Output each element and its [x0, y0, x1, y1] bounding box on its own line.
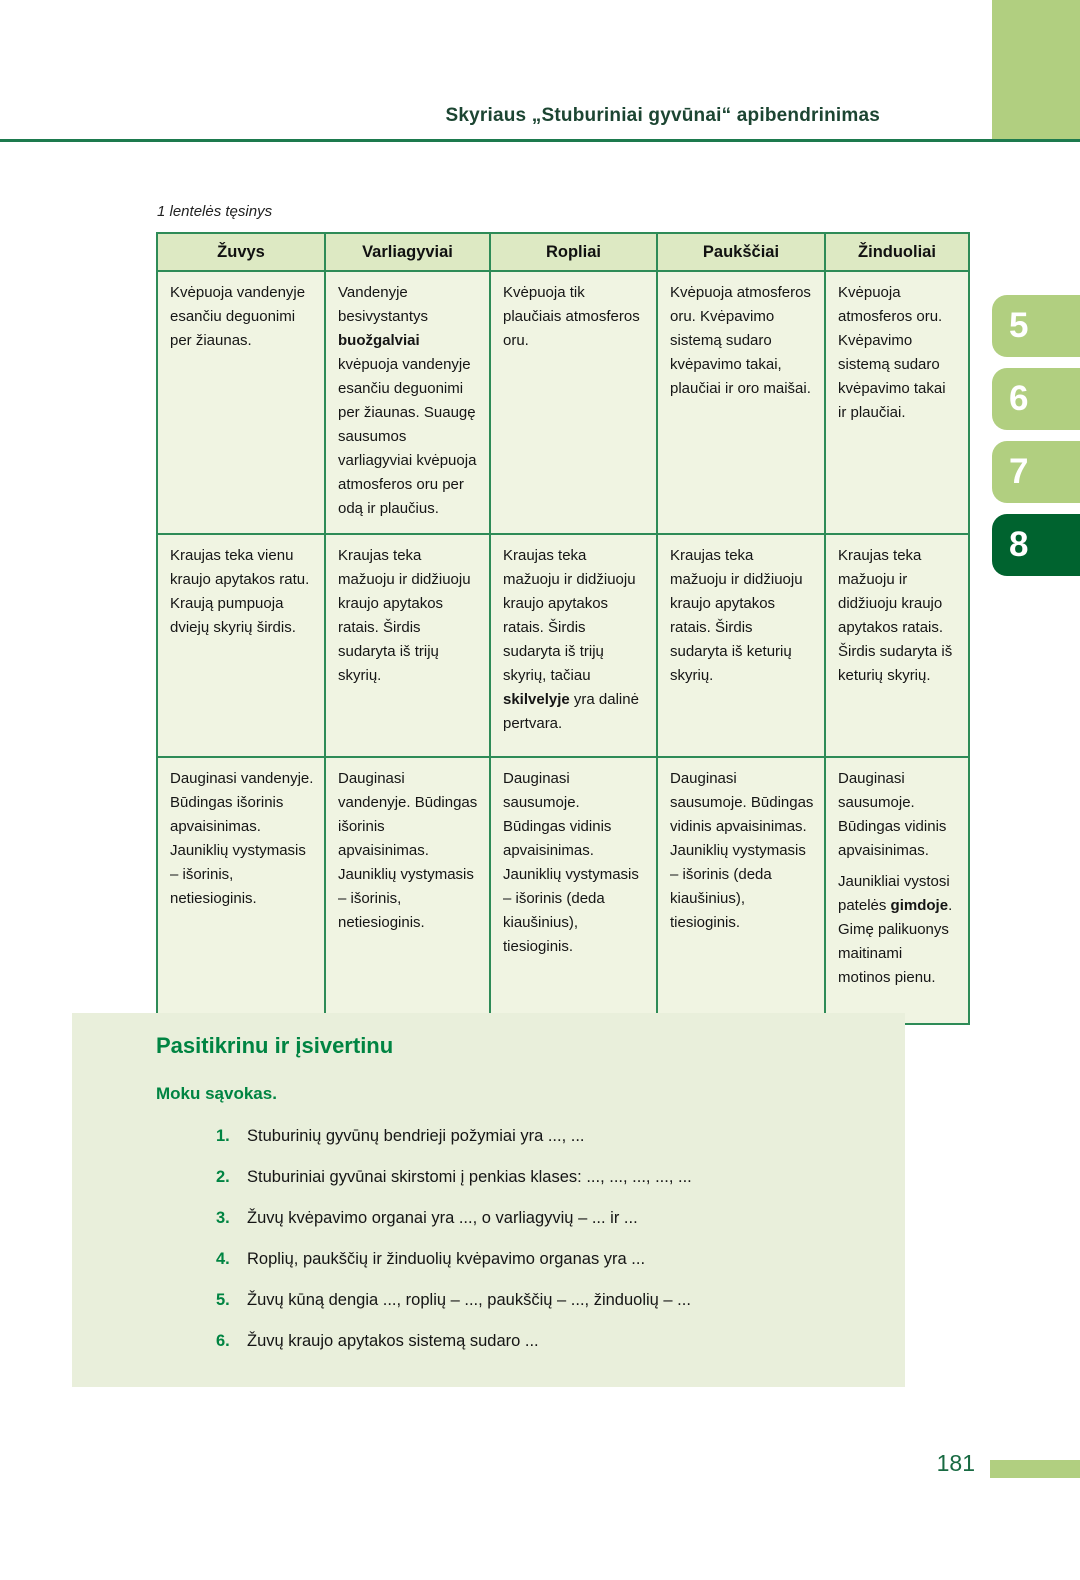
review-box-title: Pasitikrinu ir įsivertinu: [156, 1033, 394, 1058]
review-item-number: 2.: [216, 1168, 230, 1186]
table-row: [157, 534, 969, 757]
review-list: [216, 1124, 905, 1354]
review-item-text: Žuvų kraujo apytakos sistemą sudaro ...: [247, 1332, 539, 1350]
table-cell: Dauginasi vandenyje. Būdingas išorinis apvaisinimas. Jauniklių vystymasis – išorinis, netiesioginis.: [157, 757, 325, 1024]
review-item-number: 1.: [216, 1127, 230, 1145]
review-item: [216, 1165, 905, 1190]
table-row: [157, 757, 969, 1024]
side-tab-7: 7: [992, 441, 1080, 503]
review-item: [216, 1288, 905, 1313]
review-item-number: 3.: [216, 1209, 230, 1227]
table-cell: Kraujas teka mažuoju ir didžiuoju kraujo apytakos ratais. Širdis sudaryta iš keturių skyrių.: [657, 534, 825, 757]
table-cell: Kraujas teka mažuoju ir didžiuoju kraujo apytakos ratais. Širdis sudaryta iš keturių skyrių.: [825, 534, 969, 757]
table-cell: Kvėpuoja atmosferos oru. Kvėpavimo sistemą sudaro kvėpavimo takai, plaučiai ir oro maišai.: [657, 271, 825, 534]
review-item-text: Roplių, paukščių ir žinduolių kvėpavimo organas yra ...: [247, 1250, 646, 1268]
corner-accent-block: [992, 0, 1080, 139]
page-number: 181: [936, 1450, 975, 1476]
table-header-cell: Paukščiai: [657, 233, 825, 271]
review-item-number: 4.: [216, 1250, 230, 1268]
chapter-side-tabs: [992, 295, 1080, 576]
review-item: [216, 1247, 905, 1272]
review-item: [216, 1206, 905, 1231]
review-item-number: 5.: [216, 1291, 230, 1309]
review-item: [216, 1329, 905, 1354]
side-tab-6: 6: [992, 368, 1080, 430]
table-header-cell: Žinduoliai: [825, 233, 969, 271]
side-tab-8: 8: [992, 514, 1080, 576]
footer-accent-bar: [990, 1460, 1080, 1478]
table-cell: Dauginasi sausumoje. Būdingas vidinis apvaisinimas. Jauniklių vystymasis – išorinis (deda kiaušinius), tiesioginis.: [490, 757, 657, 1024]
table-caption: 1 lentelės tęsinys: [157, 203, 273, 220]
table-header-cell: Žuvys: [157, 233, 325, 271]
table-cell: Kraujas teka mažuoju ir didžiuoju kraujo apytakos ratais. Širdis sudaryta iš trijų skyrių, tačiau skilvelyje yra dalinė pertvara.: [490, 534, 657, 757]
side-tab-5: 5: [992, 295, 1080, 357]
table-header-cell: Ropliai: [490, 233, 657, 271]
review-item: [216, 1124, 905, 1149]
table-cell: Kvėpuoja vandenyje esančiu deguonimi per žiaunas.: [157, 271, 325, 534]
table-cell: Kvėpuoja atmosferos oru. Kvėpavimo sistemą sudaro kvėpavimo takai ir plaučiai.: [825, 271, 969, 534]
page-header-title: Skyriaus „Stuburiniai gyvūnai“ apibendrinimas: [445, 105, 880, 126]
review-item-text: Žuvų kūną dengia ..., roplių – ..., paukščių – ..., žinduolių – ...: [247, 1291, 691, 1309]
table-header-cell: Varliagyviai: [325, 233, 490, 271]
table-row: [157, 271, 969, 534]
table-cell: Dauginasi vandenyje. Būdingas išorinis apvaisinimas. Jauniklių vystymasis – išorinis, netiesioginis.: [325, 757, 490, 1024]
table-cell: Vandenyje besivystantys buožgalviai kvėpuoja vandenyje esančiu deguonimi per žiaunas. Suaugę sausumos varliagyviai kvėpuoja atmosferos oru per odą ir plaučius.: [325, 271, 490, 534]
header-rule: [0, 139, 1080, 142]
table-cell: Dauginasi sausumoje. Būdingas vidinis apvaisinimas. Jauniklių vystymasis – išorinis (deda kiaušinius), tiesioginis.: [657, 757, 825, 1024]
table-cell: Dauginasi sausumoje. Būdingas vidinis apvaisinimas. Jaunikliai vystosi patelės gimdoje. Gimę palikuonys maitinami motinos pienu.: [825, 757, 969, 1024]
review-box: [72, 1013, 905, 1387]
table-cell: Kraujas teka mažuoju ir didžiuoju kraujo apytakos ratais. Širdis sudaryta iš trijų skyrių.: [325, 534, 490, 757]
review-item-number: 6.: [216, 1332, 230, 1350]
review-box-subtitle: Moku sąvokas.: [156, 1084, 277, 1103]
review-item-text: Žuvų kvėpavimo organai yra ..., o varliagyvių – ... ir ...: [247, 1209, 638, 1227]
vertebrate-summary-table: [156, 232, 970, 1025]
review-item-text: Stuburinių gyvūnų bendrieji požymiai yra ..., ...: [247, 1127, 585, 1145]
table-cell: Kvėpuoja tik plaučiais atmosferos oru.: [490, 271, 657, 534]
table-cell: Kraujas teka vienu kraujo apytakos ratu. Kraują pumpuoja dviejų skyrių širdis.: [157, 534, 325, 757]
review-item-text: Stuburiniai gyvūnai skirstomi į penkias klases: ..., ..., ..., ..., ...: [247, 1168, 692, 1186]
